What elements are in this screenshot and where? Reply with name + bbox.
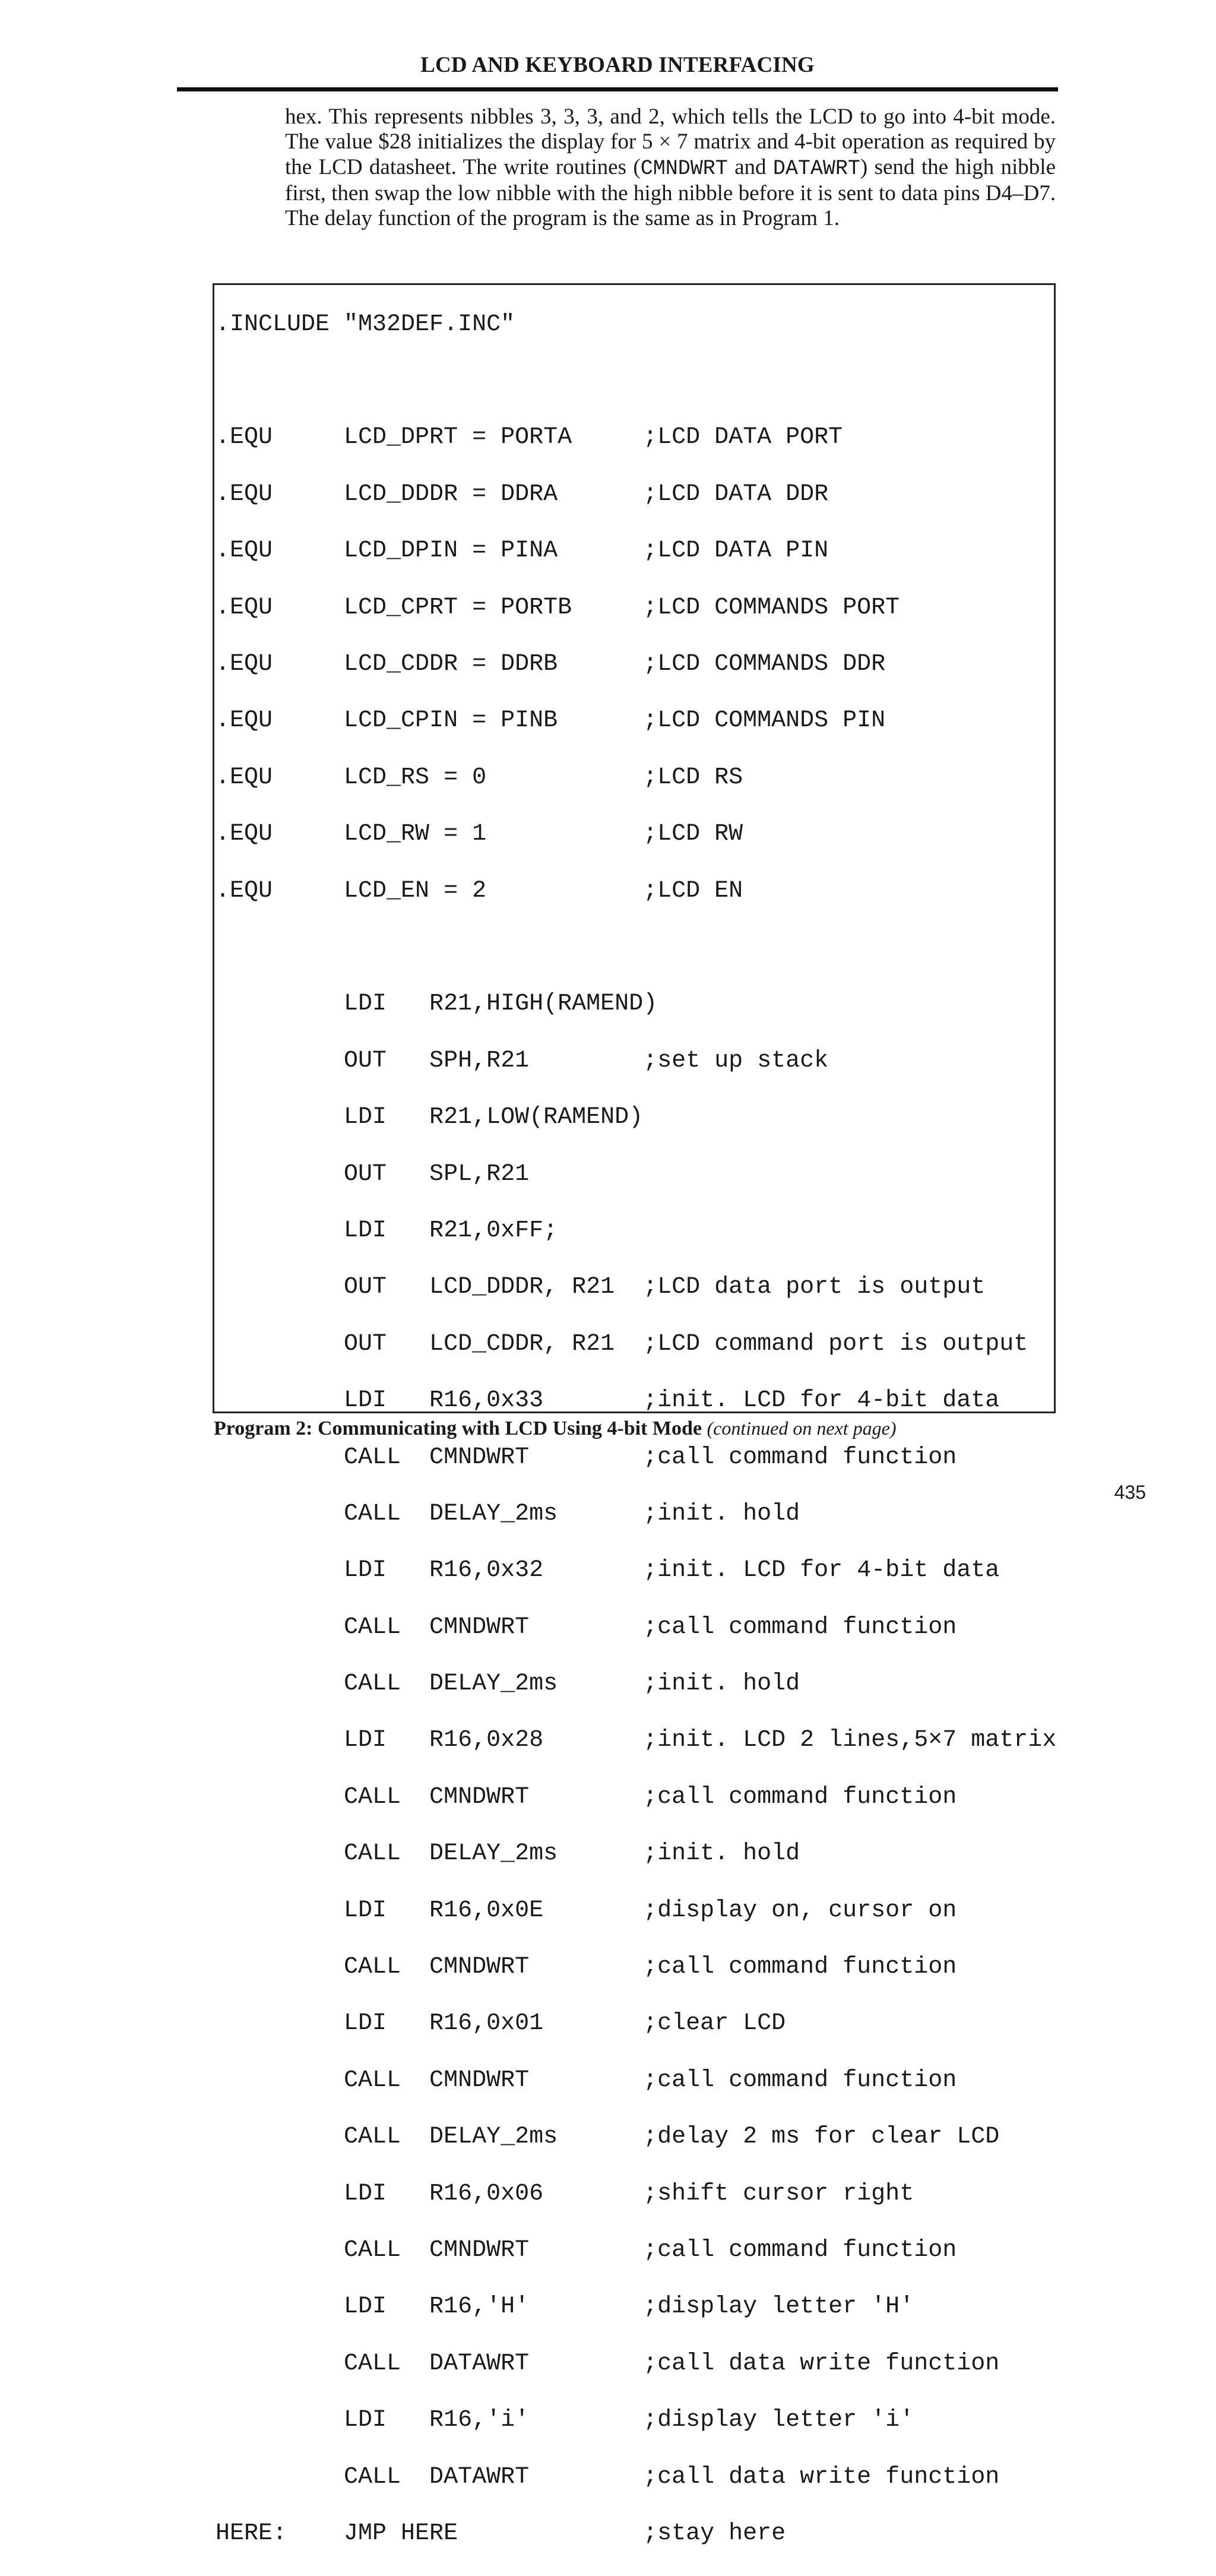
code-line: .EQU LCD_CDDR = DDRB ;LCD COMMANDS DDR [216,651,886,678]
code-line: OUT LCD_DDDR, R21 ;LCD data port is output [216,1274,986,1301]
code-line: LDI R16,0x06 ;shift cursor right [216,2180,914,2207]
code-line: CALL DELAY_2ms ;init. hold [216,1500,800,1527]
header-rule [177,87,1058,91]
code-line: LDI R21,LOW(RAMEND) [216,1104,644,1131]
code-line: .EQU LCD_DPRT = PORTA ;LCD DATA PORT [216,424,843,451]
code-line: .EQU LCD_RW = 1 ;LCD RW [216,821,743,848]
code-line: CALL CMNDWRT ;call command function [216,1613,957,1641]
code-line: LDI R16,0x28 ;init. LCD 2 lines,5×7 matrix [216,1727,1057,1754]
code-line: CALL CMNDWRT ;call command function [216,2236,957,2264]
code-line: LDI R16,0x0E ;display on, cursor on [216,1897,957,1924]
intro-paragraph [285,105,1056,231]
code-line: .EQU LCD_DPIN = PINA ;LCD DATA PIN [216,537,829,565]
code-line: CALL CMNDWRT ;call command function [216,1783,957,1811]
code-line: OUT LCD_CDDR, R21 ;LCD command port is output [216,1330,1028,1357]
page-number: 435 [1114,1482,1146,1503]
code-line: CALL DELAY_2ms ;init. hold [216,1840,800,1868]
intro-text-2: and [727,154,773,179]
code-line: LDI R16,'H' ;display letter 'H' [216,2293,914,2321]
inline-code-cmndwrt: CMNDWRT [640,156,728,181]
inline-code-datawrt: DATAWRT [772,156,860,181]
intro-text-3: ) send the high nibble first, then swap the low nibble with the high nibble before it is sent to data pins D4–D7. The delay function of the program is the same as in Program 1. [285,154,1056,231]
code-line: HERE: JMP HERE ;stay here [216,2520,786,2547]
code-line: CALL CMNDWRT ;call command function [216,2067,957,2094]
code-line: LDI R16,0x01 ;clear LCD [216,2010,786,2037]
code-line: .EQU LCD_DDDR = DDRA ;LCD DATA DDR [216,480,829,508]
running-header: LCD AND KEYBOARD INTERFACING [420,53,815,77]
code-line: CALL DATAWRT ;call data write function [216,2350,1000,2377]
code-line [216,367,1056,395]
intro-text-1: hex. This represents nibbles 3, 3, 3, and 2, which tells the LCD to go into 4-bit mode. The value $28 initializes the display for 5 × 7 matrix and 4-bit operation as required by the LCD datasheet. The write routines ( [285,105,1056,179]
code-line: .EQU LCD_RS = 0 ;LCD RS [216,764,743,791]
code-line: OUT SPL,R21 [216,1160,530,1188]
code-line [216,933,1056,962]
code-line: CALL DATAWRT ;call data write function [216,2463,1000,2490]
code-line: OUT SPH,R21 ;set up stack [216,1047,829,1074]
code-line: CALL DELAY_2ms ;delay 2 ms for clear LCD [216,2124,1000,2151]
program-caption [214,1417,1057,1440]
code-line: CALL CMNDWRT ;call command function [216,1954,957,1981]
code-line: LDI R16,0x33 ;init. LCD for 4-bit data [216,1387,1000,1414]
code-line: .INCLUDE "M32DEF.INC" [216,311,515,338]
caption-title: Program 2: Communicating with LCD Using 4-bit Mode [214,1417,702,1439]
code-line: .EQU LCD_CPIN = PINB ;LCD COMMANDS PIN [216,707,886,735]
code-line: .EQU LCD_EN = 2 ;LCD EN [216,877,743,904]
code-line: CALL DELAY_2ms ;init. hold [216,1670,800,1698]
code-line: CALL CMNDWRT ;call command function [216,1444,957,1471]
caption-continued-note: (continued on next page) [707,1417,897,1439]
code-line: LDI R21,0xFF; [216,1217,558,1244]
code-line: LDI R21,HIGH(RAMEND) [216,990,658,1018]
code-line: .EQU LCD_CPRT = PORTB ;LCD COMMANDS PORT [216,594,900,621]
code-line: LDI R16,0x32 ;init. LCD for 4-bit data [216,1557,1000,1584]
code-line: LDI R16,'i' ;display letter 'i' [216,2407,914,2434]
